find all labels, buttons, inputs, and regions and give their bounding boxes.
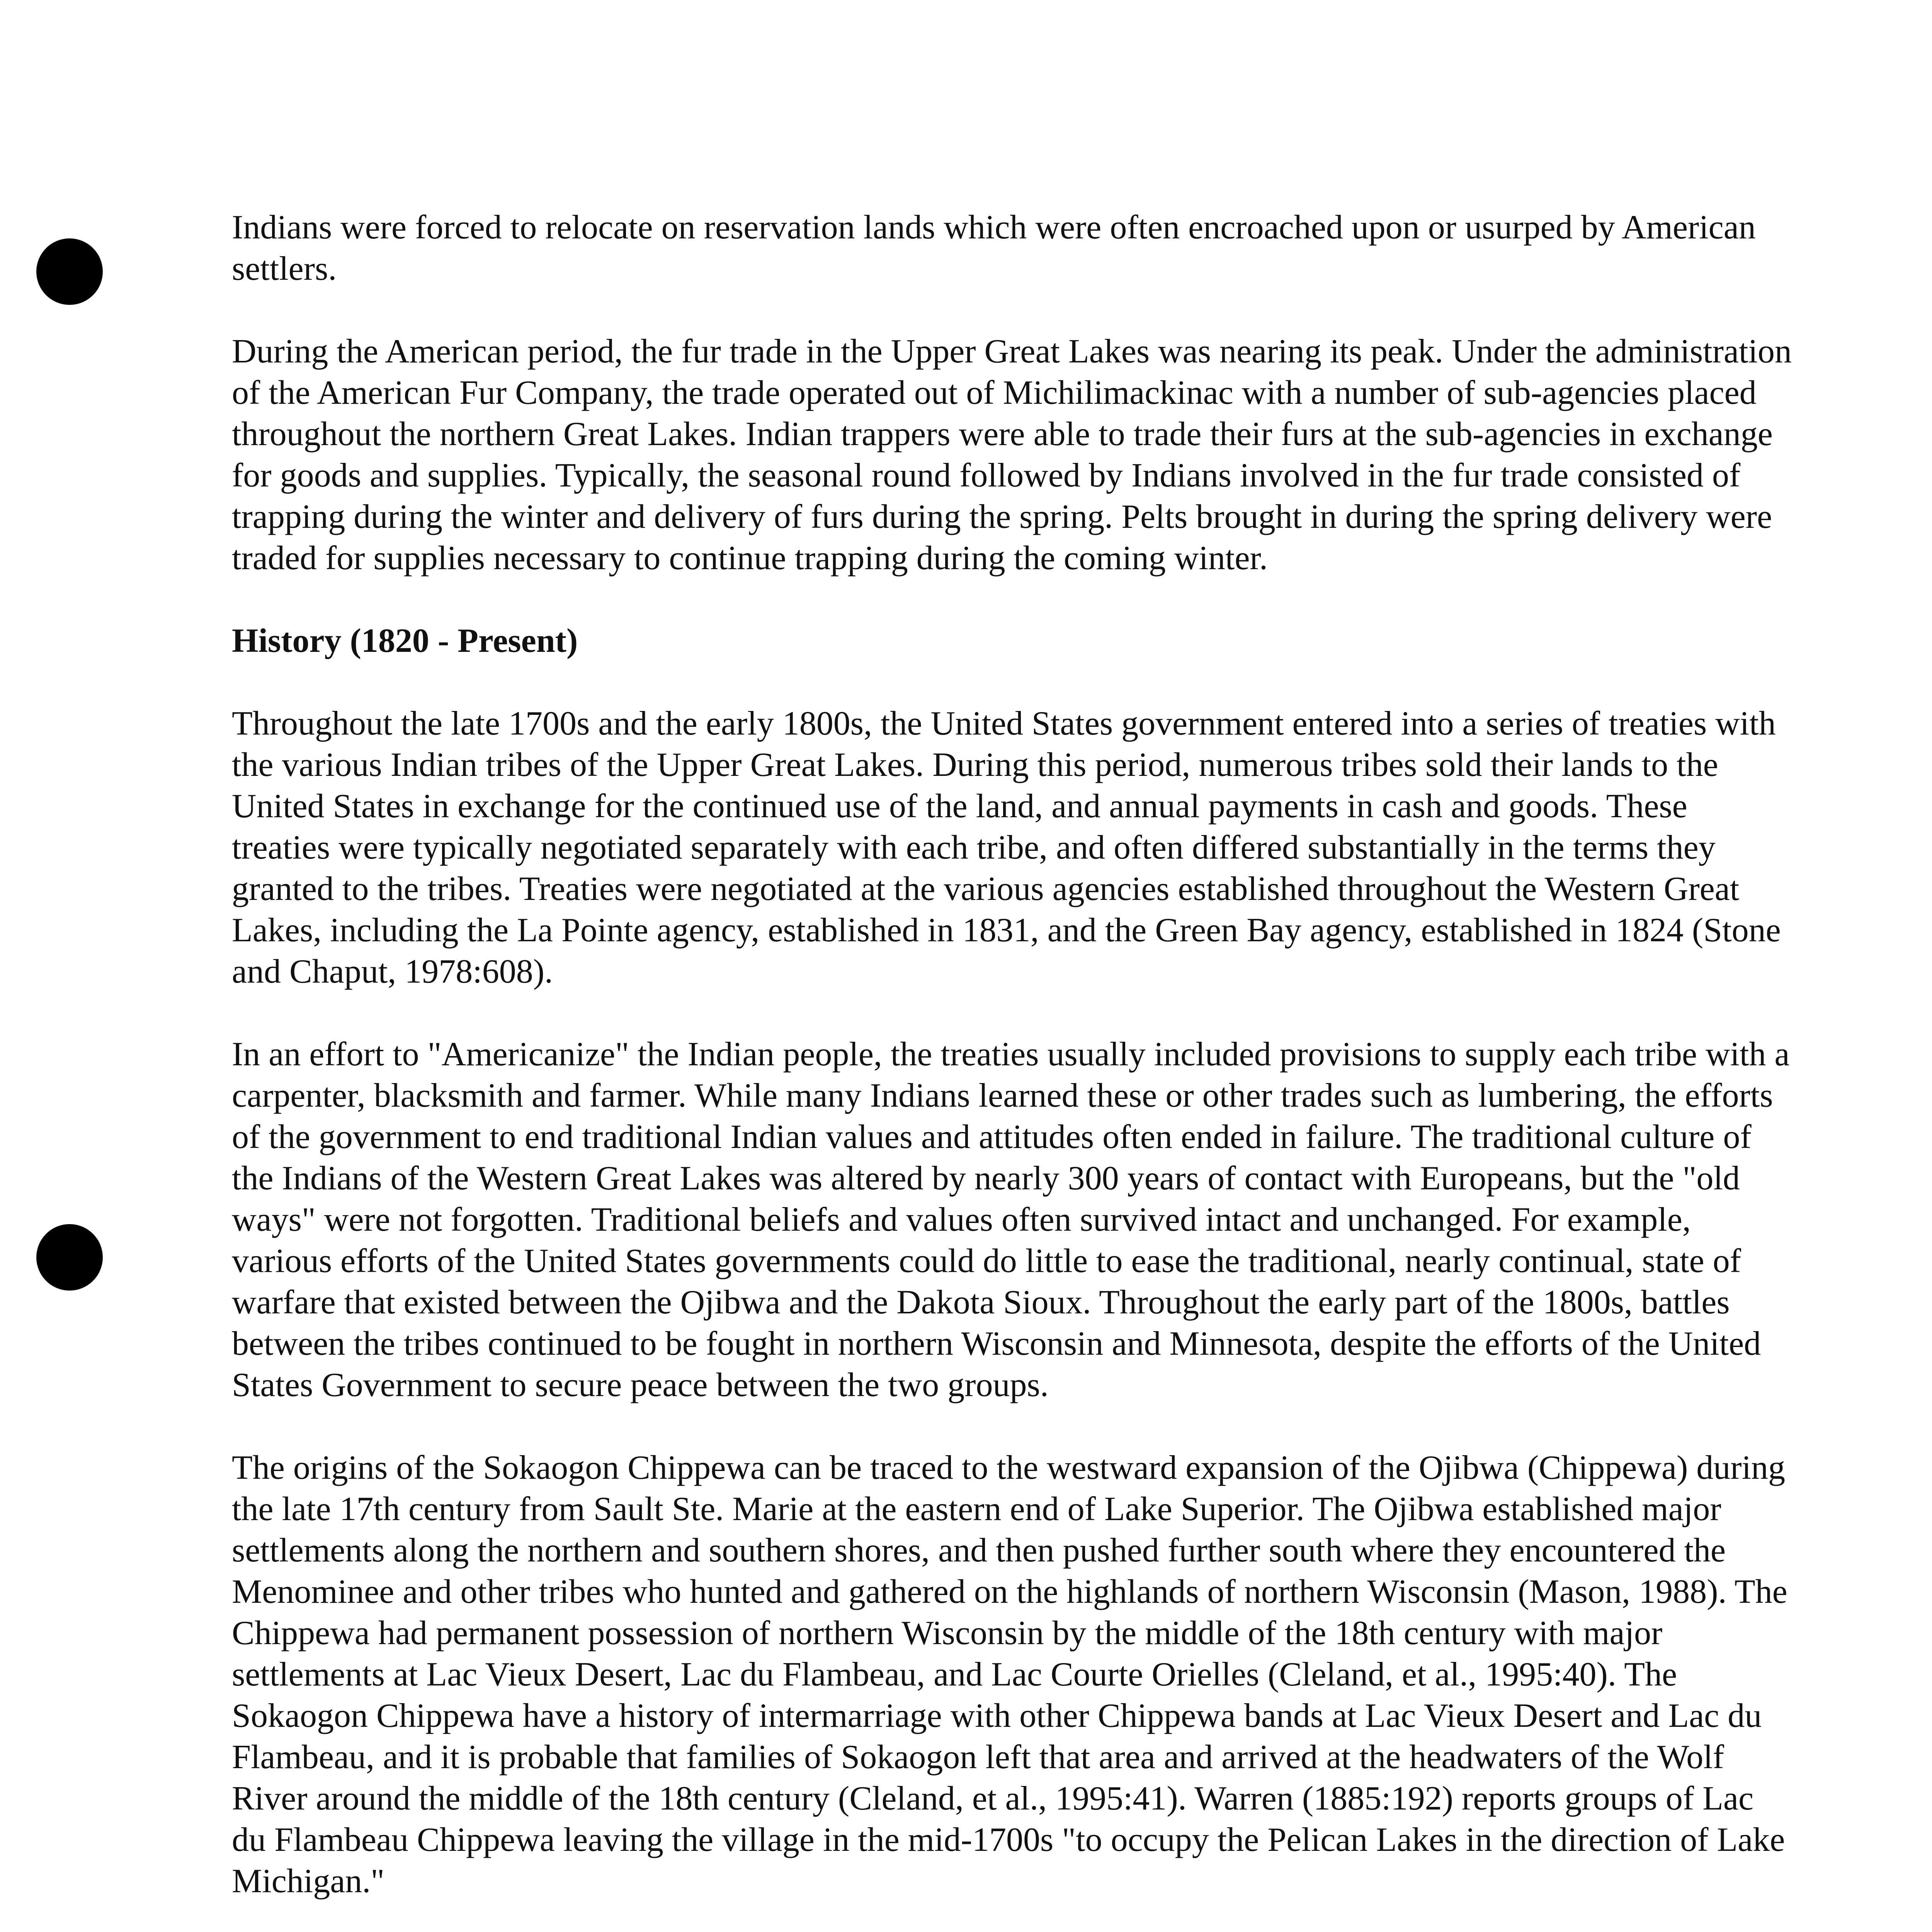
paragraph: During the American period, the fur trade in the Upper Great Lakes was nearing its peak. Under the administration of the American Fur Company, the trade operated out of Michilimackinac with a number of sub-agencies placed throughout the northern Great Lakes. Indian trappers were able to trade their furs at the sub-agencies in exchange for goods and supplies. Typically, the seasonal round followed by Indians involved in the fur trade consisted of trapping during the winter and delivery of furs during the spring. Pelts brought in during the spring delivery were traded for supplies necessary to continue trapping during the coming winter. (232, 333, 1792, 577)
paragraph: In an effort to "Americanize" the Indian people, the treaties usually included provisions to supply each tribe with a carpenter, blacksmith and farmer. While many Indians learned these or other trades such as lumbering, the efforts of the government to end traditional Indian values and attitudes often ended in failure. The traditional culture of the Indians of the Western Great Lakes was altered by nearly 300 years of contact with Europeans, but the "old ways" were not forgotten. Traditional beliefs and values often survived intact and unchanged. For example, various efforts of the United States governments could do little to ease the traditional, nearly continual, state of warfare that existed between the Ojibwa and the Dakota Sioux. Throughout the early part of the 1800s, battles between the tribes continued to be fought in northern Wisconsin and Minnesota, despite the efforts of the United States Government to secure peace between the two groups. (232, 1036, 1790, 1404)
binder-punch-hole (36, 238, 103, 305)
document-body (232, 207, 1793, 1902)
section-heading: History (1820 - Present) (232, 622, 578, 660)
paragraph: Indians were forced to relocate on reservation lands which were often encroached upon or usurped by American settlers. (232, 209, 1756, 287)
paragraph: Throughout the late 1700s and the early 1800s, the United States government entered into a series of treaties with the various Indian tribes of the Upper Great Lakes. During this period, numerous tribes sold their lands to the United States in exchange for the continued use of the land, and annual payments in cash and goods. These treaties were typically negotiated separately with each tribe, and often differed substantially in the terms they granted to the tribes. Treaties were negotiated at the various agencies established throughout the Western Great Lakes, including the La Pointe agency, established in 1831, and the Green Bay agency, established in 1824 (Stone and Chaput, 1978:608). (232, 705, 1781, 990)
paragraph: The origins of the Sokaogon Chippewa can be traced to the westward expansion of the Ojibwa (Chippewa) during the late 17th century from Sault Ste. Marie at the eastern end of Lake Superior. The Ojibwa established major settlements along the northern and southern shores, and then pushed further south where they encountered the Menominee and other tribes who hunted and gathered on the highlands of northern Wisconsin (Mason, 1988). The Chippewa had permanent possession of northern Wisconsin by the middle of the 18th century with major settlements at Lac Vieux Desert, Lac du Flambeau, and Lac Courte Orielles (Cleland, et al., 1995:40). The Sokaogon Chippewa have a history of intermarriage with other Chippewa bands at Lac Vieux Desert and Lac du Flambeau, and it is probable that families of Sokaogon left that area and arrived at the headwaters of the Wolf River around the middle of the 18th century (Cleland, et al., 1995:41). Warren (1885:192) reports groups of Lac du Flambeau Chippewa leaving the village in the mid-1700s "to occupy the Pelican Lakes in the direction of Lake Michigan." (232, 1449, 1787, 1900)
binder-punch-hole (36, 1224, 103, 1291)
